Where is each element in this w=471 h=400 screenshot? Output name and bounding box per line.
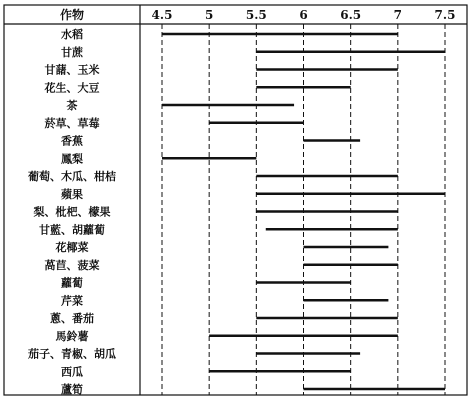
x-tick-label: 7 [393,8,403,22]
category-label: 甘蔗 [61,45,83,59]
x-tick-label: 5 [204,8,214,22]
grid-lines [162,24,445,395]
category-label: 西瓜 [61,365,83,379]
category-label: 蔥、番茄 [50,312,94,325]
category-label: 馬鈴薯 [55,329,89,343]
x-tick-label: 4.5 [151,8,173,22]
category-label: 梨、枇杷、檬果 [33,205,111,219]
column-header: 作物 [59,8,85,22]
range-bars [162,34,445,389]
category-label: 茄子、青椒、胡瓜 [28,347,116,361]
category-label: 萵苣、菠菜 [44,258,100,272]
x-tick-label: 6.5 [340,8,362,22]
category-label: 蘋果 [61,187,83,201]
x-tick-label: 5.5 [245,8,267,22]
category-label: 蘿蔔 [61,276,83,290]
x-tick-label: 6 [299,8,308,22]
category-label: 水稻 [61,28,83,41]
category-label: 甘藍、胡蘿蔔 [39,223,105,237]
category-label: 芹菜 [61,294,83,308]
category-label: 葡萄、木瓜、柑桔 [28,170,116,183]
x-tick-label: 7.5 [434,8,456,22]
category-label: 花生、大豆 [44,81,100,95]
category-label: 蘆筍 [61,383,83,396]
category-label: 茶 [66,99,78,112]
category-label: 鳳梨 [61,152,83,166]
category-label: 香蕉 [61,134,83,148]
category-label: 菸草、草莓 [44,116,100,130]
x-tick-labels [152,8,456,22]
category-labels [28,27,116,396]
category-label: 花椰菜 [55,241,89,254]
category-label: 甘藷、玉米 [44,63,100,77]
